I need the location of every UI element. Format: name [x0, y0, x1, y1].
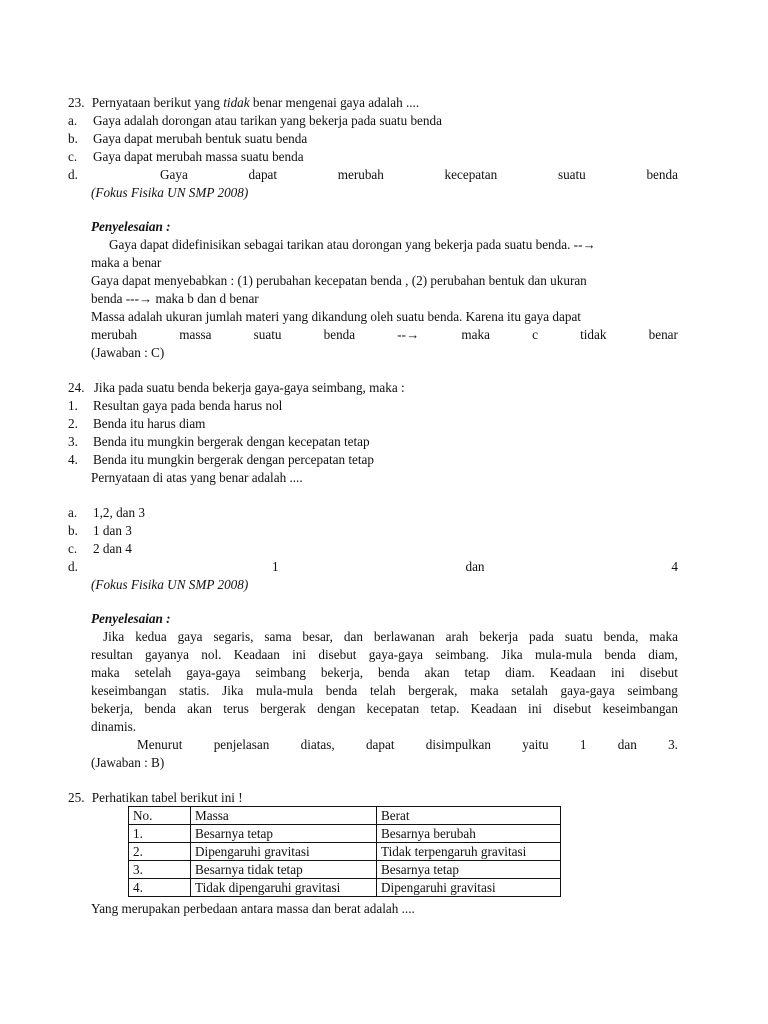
q24-statement-2	[68, 415, 206, 433]
q24-statement-4	[68, 451, 374, 469]
q24-option-d-text	[272, 558, 678, 576]
q23-solution-line-1: Gaya dapat didefinisikan sebagai tarikan atau dorongan yang bekerja pada suatu benda. --→	[109, 237, 596, 252]
table-row	[129, 861, 561, 879]
word: mula-mula	[534, 647, 593, 662]
word: yaitu	[522, 737, 549, 752]
word: seimbang.	[435, 647, 490, 662]
word: pada	[529, 629, 554, 644]
q24-para1-last: dinamis.	[91, 719, 137, 734]
q24-answer: (Jawaban : B)	[91, 755, 165, 770]
word: tidak	[580, 327, 607, 342]
q24-source: (Fokus Fisika UN SMP 2008)	[91, 577, 249, 592]
q23-solution-line-4: benda ---→ maka b dan d benar	[91, 291, 259, 306]
q24-para1-line-3	[91, 664, 678, 682]
statement-label: 4.	[68, 452, 78, 467]
word: maka	[461, 327, 490, 342]
q23-solution-line-5: Massa adalah ukuran jumlah materi yang dikandung oleh suatu benda. Karena itu gaya dapat	[91, 309, 581, 324]
word: akan	[424, 665, 450, 680]
word: setelah	[134, 665, 172, 680]
statement-label: 1.	[68, 398, 78, 413]
q24-number: 24.	[68, 380, 85, 395]
word: dengan	[317, 701, 356, 716]
word: benda	[144, 701, 176, 716]
q24-option-a	[68, 504, 146, 522]
q24-statement-1	[68, 397, 283, 415]
word: bergerak	[260, 701, 306, 716]
word: dan	[343, 629, 363, 644]
word: ini	[610, 665, 625, 680]
word: kecepatan	[366, 701, 420, 716]
q23-stem-italic: tidak	[223, 95, 250, 110]
q24-solution-title: Penyelesaian :	[91, 611, 171, 626]
word: merubah	[337, 167, 384, 182]
word: bekerja,	[91, 701, 134, 716]
word: ini	[528, 701, 542, 716]
word: ini	[292, 647, 307, 662]
word: 4	[671, 559, 678, 574]
word: gaya-gaya	[368, 647, 423, 662]
word: benda	[604, 647, 636, 662]
comparison-table	[128, 806, 561, 897]
option-text: 2 dan 4	[93, 541, 132, 556]
table-header-cell: Berat	[377, 807, 561, 825]
q23-solution-line-3: Gaya dapat menyebabkan : (1) perubahan kecepatan benda , (2) perubahan bentuk dan ukuran	[91, 273, 587, 288]
word: 1	[272, 559, 279, 574]
word: Jika	[222, 683, 244, 698]
table-cell: Besarnya tetap	[377, 861, 561, 879]
word: benda,	[603, 629, 639, 644]
word: maka	[649, 629, 678, 644]
q24-para1-line-2	[91, 646, 678, 664]
word: bekerja,	[320, 665, 364, 680]
statement-text: Benda itu mungkin bergerak dengan kecepatan tetap	[93, 434, 370, 449]
word: Menurut	[137, 737, 183, 752]
word: suatu	[253, 327, 282, 342]
table-row	[129, 843, 561, 861]
q24-stem	[68, 379, 405, 397]
word: statis.	[179, 683, 210, 698]
word: benar	[648, 327, 678, 342]
word: Keadaan	[549, 665, 596, 680]
word: gaya	[177, 629, 203, 644]
statement-text: Benda itu mungkin bergerak dengan percepatan tetap	[93, 452, 374, 467]
word: segaris,	[213, 629, 254, 644]
word: telah	[369, 683, 396, 698]
q24-stem-text: Jika pada suatu benda bekerja gaya-gaya seimbang, maka :	[93, 380, 405, 395]
q23-option-c	[68, 148, 304, 166]
statement-text: Benda itu harus diam	[93, 416, 206, 431]
q24-option-d-label	[68, 558, 78, 576]
word: 3.	[668, 737, 678, 752]
word: benda	[378, 665, 410, 680]
word: Jika	[501, 647, 523, 662]
word: benda	[325, 683, 358, 698]
option-label: b.	[68, 523, 78, 538]
word: bekerja	[479, 629, 519, 644]
word: resultan	[91, 647, 133, 662]
word: keseimbangan	[91, 683, 167, 698]
table-header-cell: Massa	[191, 807, 377, 825]
q24-para1-line-5	[91, 700, 678, 718]
word: seimbang	[627, 683, 678, 698]
word: seimbang	[255, 665, 306, 680]
word: penjelasan	[213, 737, 270, 752]
word: diam.	[505, 665, 535, 680]
word: massa	[179, 327, 212, 342]
word: benda	[646, 167, 678, 182]
q23-solution-line-2: maka a benar	[91, 255, 162, 270]
word: setalah	[511, 683, 548, 698]
word: tetap.	[430, 701, 460, 716]
option-label: c.	[68, 541, 78, 556]
word: tetap	[464, 665, 491, 680]
word: 1	[579, 737, 587, 752]
table-cell: Besarnya tetap	[191, 825, 377, 843]
q23-number: 23.	[68, 95, 85, 110]
word: disebut	[639, 665, 678, 680]
word: maka	[470, 683, 499, 698]
word: besar,	[302, 629, 333, 644]
option-label: c.	[68, 149, 78, 164]
q24-para1-line-4	[91, 682, 678, 700]
table-cell: Tidak dipengaruhi gravitasi	[191, 879, 377, 897]
word: Jika	[103, 629, 125, 644]
table-cell: Besarnya tidak tetap	[191, 861, 377, 879]
word: kecepatan	[444, 167, 498, 182]
q24-para1-line-1	[103, 628, 678, 646]
word: mula-mula	[256, 683, 314, 698]
word: keseimbangan	[602, 701, 678, 716]
word: suatu	[564, 629, 593, 644]
q23-stem-text: Pernyataan berikut yang	[91, 95, 220, 110]
q23-option-b	[68, 130, 308, 148]
word: dan	[617, 737, 637, 752]
word: diatas,	[300, 737, 335, 752]
word: diam,	[648, 647, 678, 662]
table-cell: Besarnya berubah	[377, 825, 561, 843]
q23-option-a	[68, 112, 442, 130]
word: terus	[223, 701, 249, 716]
word: dan	[465, 559, 485, 574]
table-header-cell: No.	[129, 807, 191, 825]
statement-label: 2.	[68, 416, 78, 431]
word: gaya-gaya	[186, 665, 241, 680]
statement-label: 3.	[68, 434, 78, 449]
word: Keadaan	[470, 701, 517, 716]
word: nol.	[201, 647, 222, 662]
q23-option-d-label	[68, 166, 78, 184]
word: disebut	[553, 701, 592, 716]
word: gayanya	[145, 647, 189, 662]
option-label: d.	[68, 559, 78, 574]
q24-prompt: Pernyataan di atas yang benar adalah ....	[91, 470, 303, 485]
q24-statement-3	[68, 433, 370, 451]
option-text: 1 dan 3	[93, 523, 132, 538]
table-row	[129, 825, 561, 843]
statement-text: Resultan gaya pada benda harus nol	[93, 398, 283, 413]
q23-stem	[68, 94, 419, 112]
word: sama	[264, 629, 292, 644]
table-cell: 1.	[129, 825, 191, 843]
word: kedua	[135, 629, 167, 644]
option-text: Gaya dapat merubah bentuk suatu benda	[93, 131, 308, 146]
word: berlawanan	[373, 629, 435, 644]
word: maka	[91, 665, 120, 680]
option-text: Gaya dapat merubah massa suatu benda	[93, 149, 304, 164]
table-cell: Tidak terpengaruh gravitasi	[377, 843, 561, 861]
word: benda	[323, 327, 356, 342]
q23-solution-line-6	[91, 326, 678, 344]
word: c	[532, 327, 538, 342]
q24-option-b	[68, 522, 132, 540]
word: Keadaan	[233, 647, 280, 662]
word: gaya-gaya	[560, 683, 615, 698]
option-label: a.	[68, 505, 78, 520]
q25-stem-text: Perhatikan tabel berikut ini !	[91, 790, 243, 805]
q23-option-d-text	[160, 166, 678, 184]
word: disimpulkan	[425, 737, 491, 752]
word: dapat	[365, 737, 395, 752]
table-cell: 3.	[129, 861, 191, 879]
q23-solution-title: Penyelesaian :	[91, 219, 171, 234]
table-cell: Dipengaruhi gravitasi	[191, 843, 377, 861]
word: --→	[397, 327, 420, 342]
word: bergerak,	[408, 683, 458, 698]
q23-source: (Fokus Fisika UN SMP 2008)	[91, 185, 249, 200]
word: arah	[445, 629, 469, 644]
option-label: a.	[68, 113, 78, 128]
option-label: d.	[68, 167, 78, 182]
q25-stem	[68, 789, 243, 807]
option-text: Gaya adalah dorongan atau tarikan yang bekerja pada suatu benda	[93, 113, 442, 128]
q24-option-c	[68, 540, 132, 558]
q23-answer: (Jawaban : C)	[91, 345, 165, 360]
table-header-row	[129, 807, 561, 825]
q25-prompt: Yang merupakan perbedaan antara massa dan berat adalah ....	[91, 901, 415, 916]
q24-para2	[137, 736, 678, 754]
q23-stem-text-end: benar mengenai gaya adalah ....	[252, 95, 420, 110]
word: dapat	[248, 167, 278, 182]
table-row	[129, 879, 561, 897]
table-cell: 2.	[129, 843, 191, 861]
word: Gaya	[160, 167, 188, 182]
q25-number: 25.	[68, 790, 85, 805]
table-cell: Dipengaruhi gravitasi	[377, 879, 561, 897]
option-label: b.	[68, 131, 78, 146]
table-cell: 4.	[129, 879, 191, 897]
word: merubah	[91, 327, 138, 342]
option-text: 1,2, dan 3	[93, 505, 146, 520]
word: akan	[187, 701, 212, 716]
word: disebut	[318, 647, 357, 662]
word: suatu	[557, 167, 586, 182]
